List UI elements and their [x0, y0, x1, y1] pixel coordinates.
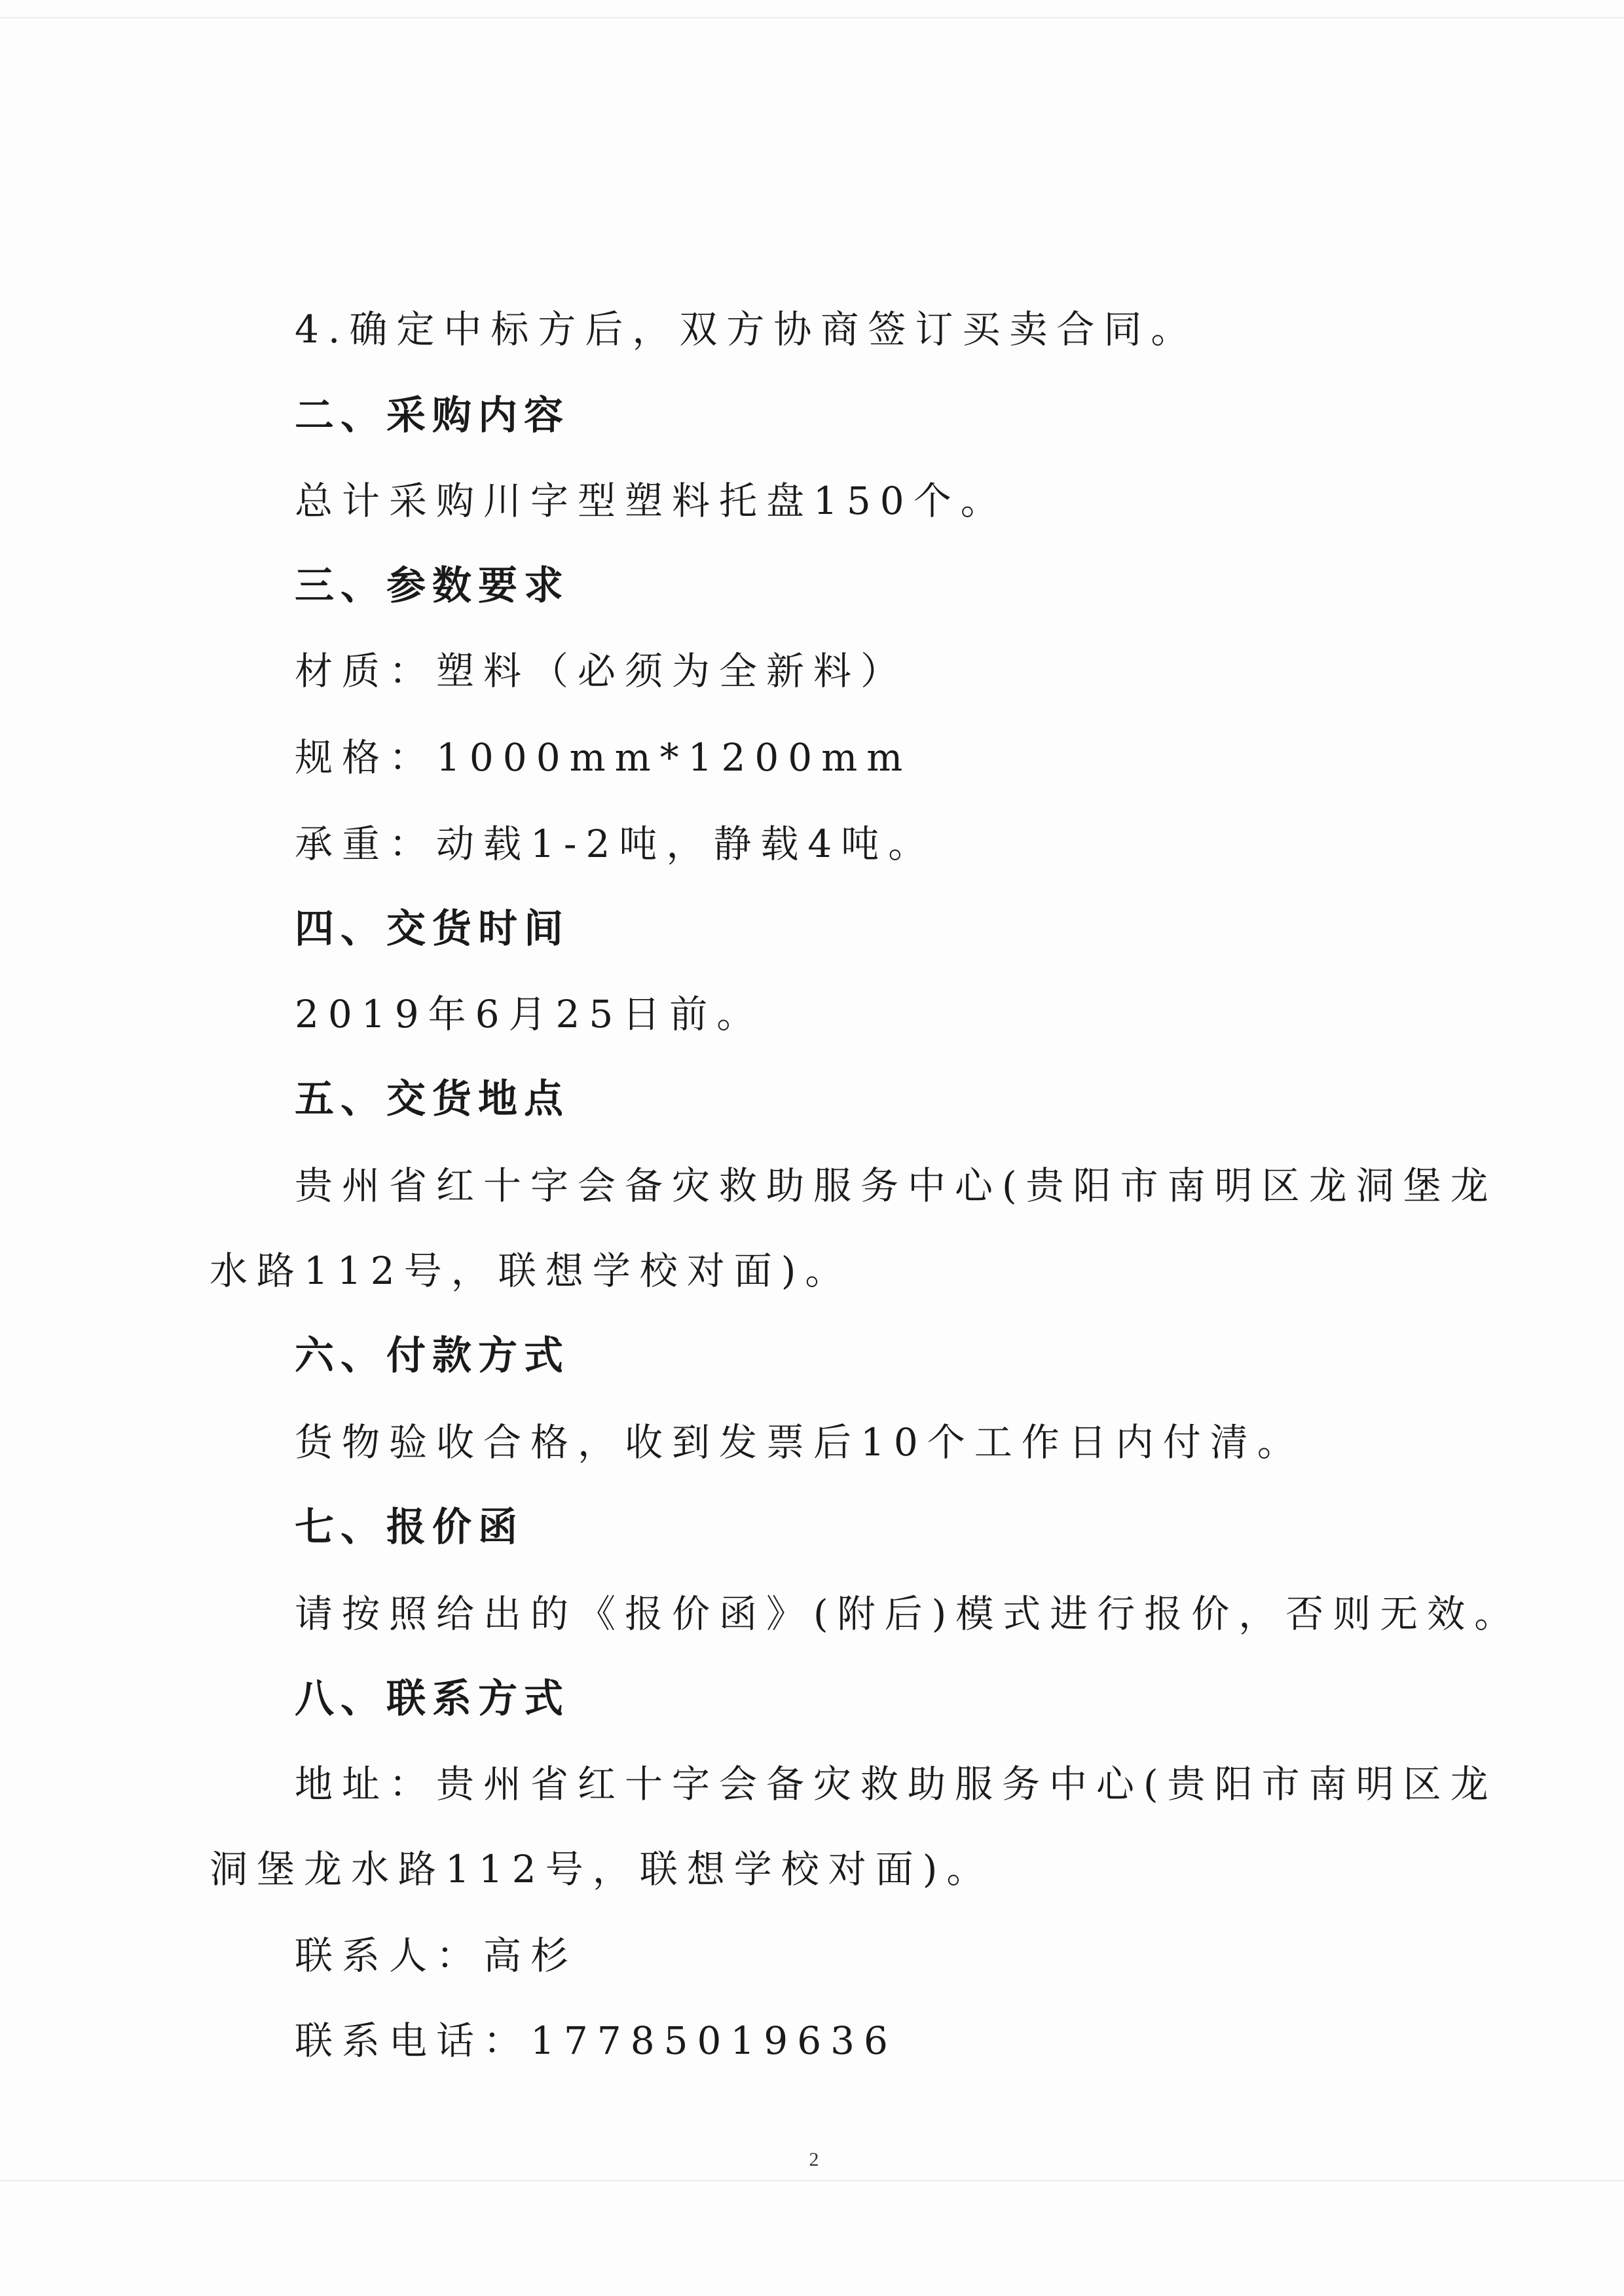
paragraph-contact-address-continued: 洞堡龙水路112号，联想学校对面)。: [210, 1847, 994, 1891]
scan-artifact-top: [0, 17, 1624, 18]
section-heading-delivery-time: 四、交货时间: [295, 906, 570, 952]
scan-artifact-bottom: [0, 2180, 1624, 2181]
paragraph-specification: 规格：1000mm*1200mm: [295, 735, 912, 780]
section-heading-payment: 六、付款方式: [295, 1333, 570, 1379]
paragraph-quotation-instructions: 请按照给出的《报价函》(附后)模式进行报价，否则无效。: [295, 1592, 1522, 1636]
paragraph-contact-address: 地址：贵州省红十字会备灾救助服务中心(贵阳市南明区龙: [295, 1762, 1498, 1806]
section-heading-contact: 八、联系方式: [295, 1676, 570, 1722]
section-heading-procurement-content: 二、采购内容: [295, 393, 570, 439]
paragraph-delivery-address-continued: 水路112号，联想学校对面)。: [210, 1248, 853, 1293]
paragraph-item-4: 4.确定中标方后，双方协商签订买卖合同。: [295, 307, 1198, 352]
section-heading-parameters: 三、参数要求: [295, 563, 570, 609]
section-heading-quotation: 七、报价函: [295, 1504, 524, 1550]
section-heading-delivery-place: 五、交货地点: [295, 1076, 570, 1122]
paragraph-material: 材质：塑料（必须为全新料）: [295, 649, 908, 693]
paragraph-contact-person: 联系人：高杉: [295, 1933, 578, 1978]
paragraph-delivery-date: 2019年6月25日前。: [295, 992, 764, 1036]
page-number: 2: [809, 2149, 819, 2170]
paragraph-contact-phone: 联系电话：17785019636: [295, 2018, 897, 2063]
paragraph-payment-terms: 货物验收合格，收到发票后10个工作日内付清。: [295, 1420, 1304, 1465]
paragraph-load-capacity: 承重：动载1-2吨，静载4吨。: [295, 822, 936, 866]
paragraph-delivery-address: 贵州省红十字会备灾救助服务中心(贵阳市南明区龙洞堡龙: [295, 1163, 1498, 1208]
paragraph-procurement-total: 总计采购川字型塑料托盘150个。: [295, 479, 1008, 523]
